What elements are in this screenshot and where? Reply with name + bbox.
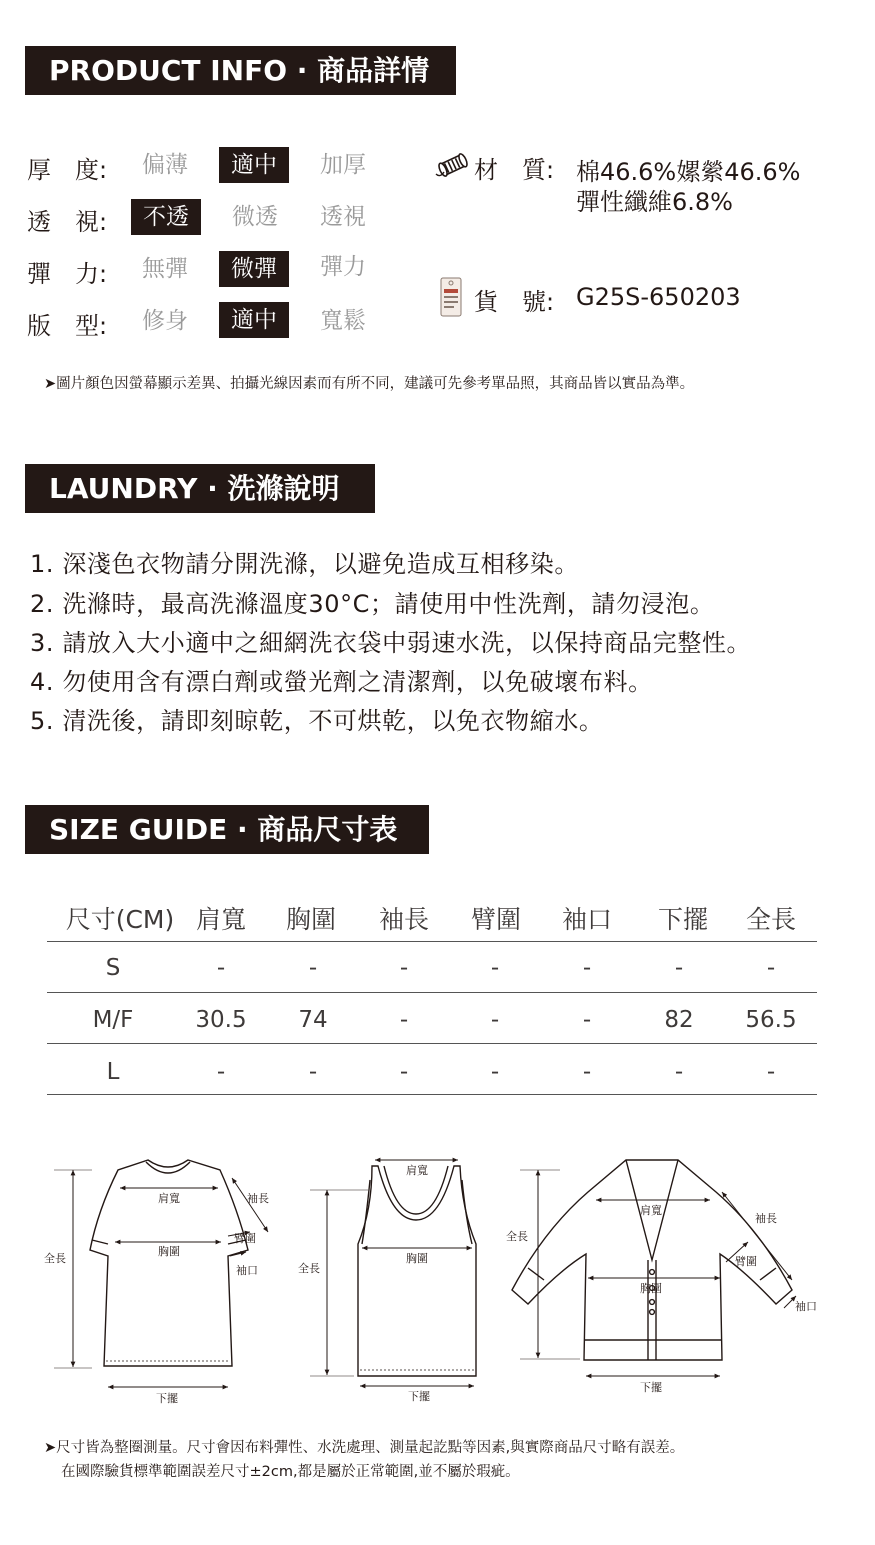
material-line1: 棉46.6%嫘縈46.6% bbox=[576, 158, 801, 186]
cell: - bbox=[674, 1059, 684, 1085]
tank-diagram bbox=[358, 1166, 476, 1376]
attr-label-elasticity: 彈 力: bbox=[27, 260, 108, 288]
cell: - bbox=[766, 1059, 776, 1085]
garment-diagrams bbox=[0, 1140, 875, 1410]
cell: - bbox=[582, 1007, 592, 1033]
label-sleeve-length: 袖長 bbox=[247, 1192, 269, 1205]
col-chest: 胸圍 bbox=[285, 905, 336, 934]
cell: - bbox=[216, 1059, 226, 1085]
cell: - bbox=[308, 955, 318, 981]
label-sleeve-length: 袖長 bbox=[755, 1212, 777, 1225]
opt-transparency-0: 不透 bbox=[131, 199, 201, 235]
attr-label-transparency: 透 視: bbox=[27, 208, 108, 236]
attr-label-thickness: 厚 度: bbox=[27, 156, 108, 184]
col-size: 尺寸(CM) bbox=[65, 905, 175, 934]
opt-fit-2: 寬鬆 bbox=[320, 308, 366, 334]
col-hem: 下擺 bbox=[657, 905, 708, 934]
size-guide-heading: SIZE GUIDE · 商品尺寸表 bbox=[25, 805, 429, 854]
opt-thickness-0: 偏薄 bbox=[142, 152, 188, 178]
opt-elasticity-0: 無彈 bbox=[142, 256, 188, 282]
label-shoulder: 肩寬 bbox=[406, 1164, 428, 1177]
opt-elasticity-1: 微彈 bbox=[219, 251, 289, 287]
laundry-item-3: 3. 請放入大小適中之細網洗衣袋中弱速水洗，以保持商品完整性。 bbox=[30, 629, 752, 657]
cell-size: L bbox=[106, 1059, 120, 1085]
cell: 74 bbox=[298, 1007, 328, 1033]
laundry-heading: LAUNDRY · 洗滌說明 bbox=[25, 464, 375, 513]
cell: - bbox=[399, 1007, 409, 1033]
cell: - bbox=[582, 955, 592, 981]
opt-fit-1: 適中 bbox=[219, 302, 289, 338]
opt-thickness-2: 加厚 bbox=[320, 152, 366, 178]
col-arm: 臂圍 bbox=[470, 905, 521, 934]
cell: - bbox=[216, 955, 226, 981]
label-shoulder: 肩寬 bbox=[158, 1192, 180, 1205]
table-rule bbox=[47, 1043, 817, 1044]
opt-transparency-1: 微透 bbox=[232, 204, 278, 230]
label-hem: 下擺 bbox=[156, 1392, 178, 1405]
cell: - bbox=[582, 1059, 592, 1085]
cell: - bbox=[490, 955, 500, 981]
label-arm: 臂圍 bbox=[735, 1255, 757, 1268]
cell-size: M/F bbox=[92, 1007, 134, 1033]
cell: 82 bbox=[664, 1007, 694, 1033]
opt-thickness-1: 適中 bbox=[219, 147, 289, 183]
col-length: 全長 bbox=[745, 905, 796, 934]
col-shoulder: 肩寬 bbox=[195, 905, 246, 934]
label-chest: 胸圍 bbox=[158, 1245, 180, 1258]
table-rule bbox=[47, 941, 817, 942]
size-note-line2: 在國際驗貨標準範圍誤差尺寸±2cm,都是屬於正常範圍,並不屬於瑕疵。 bbox=[61, 1464, 520, 1480]
label-hem: 下擺 bbox=[640, 1381, 662, 1394]
opt-fit-0: 修身 bbox=[142, 308, 188, 334]
laundry-item-1: 1. 深淺色衣物請分開洗滌，以避免造成互相移染。 bbox=[30, 550, 579, 578]
label-arm: 臂圍 bbox=[234, 1232, 256, 1245]
laundry-item-4: 4. 勿使用含有漂白劑或螢光劑之清潔劑，以免破壞布料。 bbox=[30, 668, 653, 696]
cell: - bbox=[399, 955, 409, 981]
cell: 56.5 bbox=[745, 1007, 797, 1033]
cell: - bbox=[674, 955, 684, 981]
laundry-item-5: 5. 清洗後，請即刻晾乾，不可烘乾，以免衣物縮水。 bbox=[30, 707, 604, 735]
label-length: 全長 bbox=[44, 1252, 66, 1265]
label-hem: 下擺 bbox=[408, 1390, 430, 1403]
material-line2: 彈性纖維6.8% bbox=[576, 188, 733, 216]
col-sleeve: 袖長 bbox=[378, 905, 429, 934]
cell: - bbox=[490, 1007, 500, 1033]
material-label: 材 質: bbox=[474, 156, 555, 184]
cell: - bbox=[399, 1059, 409, 1085]
item-no-value: G25S-650203 bbox=[576, 283, 741, 311]
cell: - bbox=[490, 1059, 500, 1085]
label-cuff: 袖口 bbox=[236, 1264, 258, 1277]
label-length: 全長 bbox=[506, 1230, 528, 1243]
thread-spool-icon bbox=[434, 150, 472, 180]
size-note-line1: ➤尺寸皆為整圈測量。尺寸會因布料彈性、水洗處理、測量起訖點等因素,與實際商品尺寸略有誤差。 bbox=[44, 1440, 685, 1456]
label-chest: 胸圍 bbox=[640, 1282, 662, 1295]
label-length: 全長 bbox=[298, 1262, 320, 1275]
col-cuff: 袖口 bbox=[561, 905, 612, 934]
product-info-heading: PRODUCT INFO · 商品詳情 bbox=[25, 46, 456, 95]
cell: - bbox=[308, 1059, 318, 1085]
table-rule bbox=[47, 992, 817, 993]
cell: - bbox=[766, 955, 776, 981]
tshirt-diagram bbox=[90, 1160, 248, 1366]
opt-transparency-2: 透視 bbox=[320, 204, 366, 230]
laundry-item-2: 2. 洗滌時，最高洗滌溫度30°C；請使用中性洗劑，請勿浸泡。 bbox=[30, 590, 715, 618]
label-chest: 胸圍 bbox=[406, 1252, 428, 1265]
hang-tag-icon bbox=[438, 274, 466, 320]
table-rule bbox=[47, 1094, 817, 1095]
cell-size: S bbox=[105, 955, 121, 981]
item-no-label: 貨 號: bbox=[474, 288, 555, 316]
opt-elasticity-2: 彈力 bbox=[320, 254, 366, 280]
color-disclaimer: ➤圖片顏色因螢幕顯示差異、拍攝光線因素而有所不同，建議可先參考單品照，其商品皆以實品為準。 bbox=[44, 376, 695, 392]
cell: 30.5 bbox=[195, 1007, 247, 1033]
label-cuff: 袖口 bbox=[795, 1300, 817, 1313]
label-shoulder: 肩寬 bbox=[640, 1204, 662, 1217]
attr-label-fit: 版 型: bbox=[27, 312, 108, 340]
